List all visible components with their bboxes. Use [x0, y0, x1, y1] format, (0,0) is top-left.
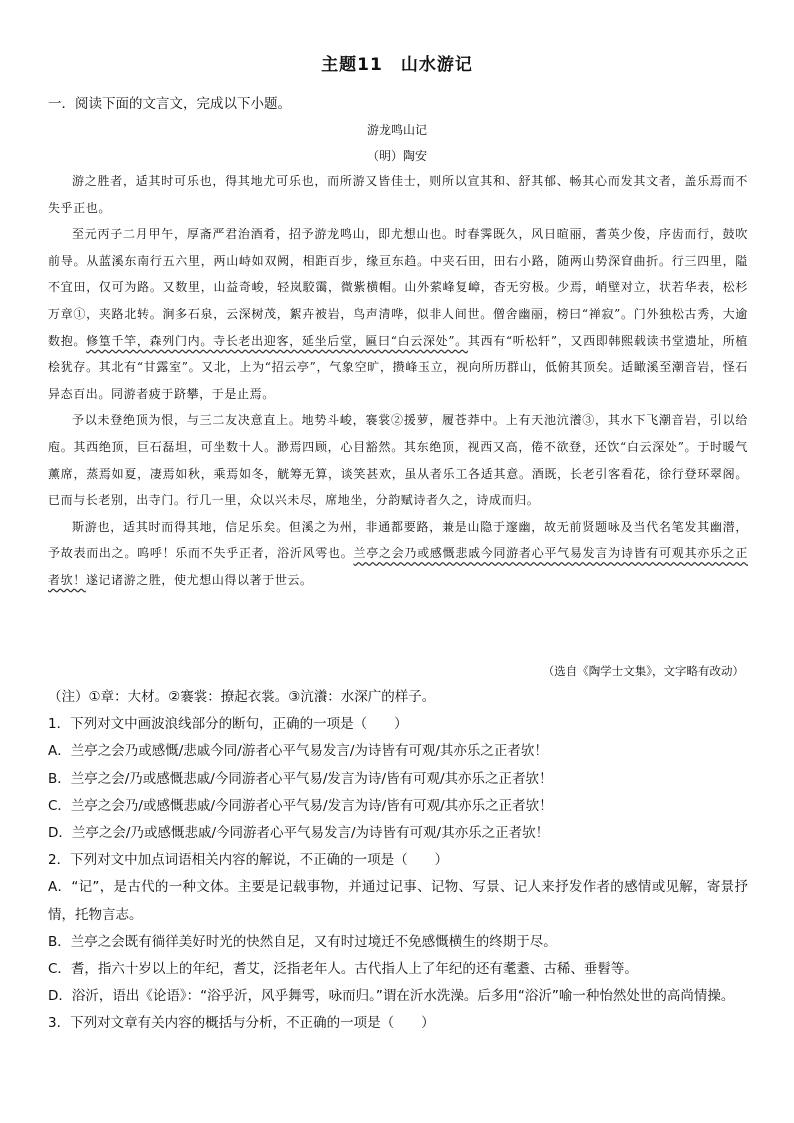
passage-paragraph-3: 予以未登绝顶为恨，与三二友决意直上。地势斗峻，褰裳②援萝，履苍莽中。上有天池沆瀁③，其水下飞潮音岩，引以给庖。其西绝顶，巨石磊坦，可坐数十人。渺焉四顾，心目豁然。其东绝顶，视西又高，倦不欲登，还饮“白云深处”。于时暖气薰席，蒸焉如夏，凄焉如秋，乘焉如冬，觥筹无算，谈笑甚欢，虽从者乐工各适其意。酒既，长老引客看花，徐行登环翠阁。已而与长老别，出寺门。行几一里，众以兴未尽，席地坐，分韵赋诗者久之，诗成而归。	[48, 413, 748, 508]
question-2-option-d: D．浴沂，语出《论语》：“浴乎沂，风乎舞雩，咏而归。”谓在沂水洗澡。后多用“浴沂”喻一种怡然处世的高尚情操。	[48, 988, 735, 1005]
section-heading: 一．阅读下面的文言文，完成以下小题。	[48, 96, 291, 112]
passage-source: （选自《陶学士文集》，文字略有改动）	[542, 664, 744, 678]
question-1-option-d: D．兰亭之会/乃或感慨悲戚/今同游者心平气易发言/为诗皆有可观/其亦乐之正者欤！	[48, 825, 550, 842]
question-1-stem: 1．下列对文中画波浪线部分的断句，正确的一项是（ ）	[48, 716, 408, 733]
question-3-stem: 3．下列对文章有关内容的概括与分析，不正确的一项是（ ）	[48, 1015, 435, 1032]
question-1-option-a: A．兰亭之会乃或感慨/悲戚今同/游者心平气易发言/为诗皆有可观/其亦乐之正者欤！	[48, 743, 548, 760]
question-2-option-a: A．“记”，是古代的一种文体。主要是记载事物，并通过记事、记物、写景、记人来抒发作者的感情或见解，寄景抒情，托物言志。	[48, 879, 748, 923]
footnote: （注）①章：大材。②褰裳：撩起衣裳。③沆瀁：水深广的样子。	[48, 689, 436, 705]
passage-text: 斯游也，适其时而得其地，信足乐矣。但溪之为州，非通都要路，兼是山隐于邃幽，故无前贤题咏及当代名笔发其幽潜，予故表而出之。呜呼！乐而不失乎正者，浴沂风雩也。	[48, 519, 748, 561]
passage-body	[48, 168, 748, 594]
question-1-option-c: C．兰亭之会乃/或感慨悲戚/今同游者心平气易/发言为诗/皆有可观/其亦乐之正者欤！	[48, 797, 553, 814]
passage-title: 游龙鸣山记	[366, 123, 427, 137]
passage-paragraph-2	[48, 221, 748, 407]
questions-block	[48, 684, 748, 1038]
passage-author: （明）陶安	[366, 149, 427, 163]
question-1-option-b: B．兰亭之会/乃或感慨悲戚/今同游者心平气易/发言为诗/皆有可观/其亦乐之正者欤！	[48, 770, 553, 787]
passage-paragraph-4	[48, 514, 748, 594]
passage-text: 遂记诸游之胜，使尤想山得以著于世云。	[85, 572, 313, 587]
passage-text: 其西有“听松轩”，又西即韩熙载读书堂遗址，所植桧犹存。其北有“甘露室”。又北，上为“招云亭”，气象空旷，攒峰玉立，视向所历群山，低俯其顶矣。适瞰溪至潮音岩，怪石异态百出。同游者疲于跻攀，于是止焉。	[48, 333, 749, 401]
page-title: 主题11 山水游记	[321, 55, 473, 75]
passage-text: 至元丙子二月甲午，厚斋严君治酒肴，招予游龙鸣山，即尤想山也。时春霁既久，风日暄丽，耆英少俊，序齿而行，鼓吹前导。从蓝溪东南行五六里，两山峙如双阙，相距百步，缘亘东趋。中夹石田，田右小路，随两山势深窅曲折。行三四里，隘不宜田，仅可为路。又数里，山益奇峻，轻岚駮霭，微紫横帽。山外萦峰复嶂，杳无穷极。少焉，峭壁对立，状若华表，松杉万章①，夹路北转。涧多石泉，云深树茂，絮卉被岩，鸟声清哗，似非人间世。僧舍幽丽，榜曰“禅寂”。门外独松古秀，大逾数抱。	[48, 227, 748, 348]
question-2-option-c: C．耆，指六十岁以上的年纪，耆艾，泛指老年人。古代指人上了年纪的还有耄耋、古稀、垂髫等。	[48, 961, 638, 978]
wavy-underlined-text: 修篁千竿，森列门内。寺长老出迎客，延坐后堂，匾曰“白云深处”。	[86, 333, 468, 348]
question-2-stem: 2．下列对文中加点词语相关内容的解说，不正确的一项是（ ）	[48, 852, 449, 869]
passage-paragraph-1: 游之胜者，适其时可乐也，得其地尤可乐也，而所游又皆佳士，则所以宣其和、舒其郁、畅其心而发其文者，盖乐焉而不失乎正也。	[48, 174, 748, 215]
question-2-option-b: B．兰亭之会既有徜徉美好时光的快然自足，又有时过境迁不免感慨横生的终期于尽。	[48, 933, 557, 950]
wavy-underlined-text: 兰亭之会乃或感慨悲戚今同游者心平气易发言为诗皆有可观其亦乐之正者欤！	[48, 546, 748, 587]
